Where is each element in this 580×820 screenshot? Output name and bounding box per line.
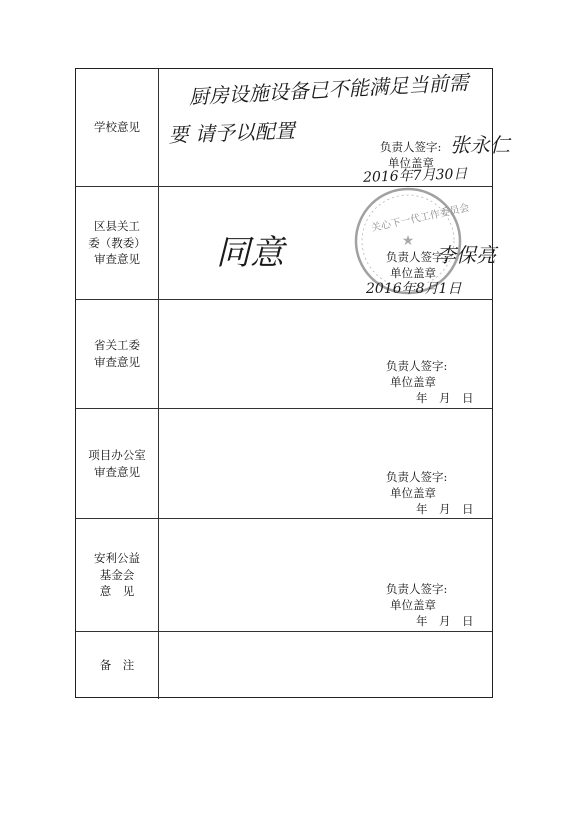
row-school-opinion [76,69,510,187]
seal-label: 单位盖章 [388,156,434,170]
signer-signature: 张永仁 [450,133,510,157]
date-placeholder: 年 月 日 [416,502,474,516]
handwritten-opinion-line1: 厨房设施设备已不能满足当前需 [188,70,470,109]
svg-text:★: ★ [401,233,415,249]
content-provincial-review [158,300,492,408]
signer-label: 负责人签字: [386,582,448,596]
stamp-text: 关心下一代工作委员会 [370,202,471,235]
row-project-office-review [76,409,492,519]
seal-label: 单位盖章 [390,266,436,280]
signer-label: 负责人签字: [386,359,448,373]
content-foundation-opinion [158,519,492,631]
seal-label: 单位盖章 [390,375,436,389]
handwritten-date: 2016年7月30日 [362,166,468,186]
label-project-office-review: 项目办公室 审查意见 [88,447,146,479]
row-label [76,409,159,518]
row-label [76,300,159,408]
row-remarks [76,632,492,699]
handwritten-opinion: 同意 [216,233,284,273]
seal-label: 单位盖章 [390,486,436,500]
content-remarks [158,632,492,699]
signer-signature: 李保亮 [436,243,496,267]
review-form-table [75,68,510,698]
seal-label: 单位盖章 [390,598,436,612]
row-label [76,632,159,699]
signer-label: 负责人签字: [380,140,442,154]
row-label [76,187,159,299]
content-project-office-review [158,409,492,518]
row-district-review [76,187,496,300]
label-school-opinion: 学校意见 [94,120,140,135]
row-foundation-opinion [76,519,492,632]
row-label [76,519,159,631]
row-label [76,69,159,186]
row-provincial-review [76,300,492,409]
handwritten-date: 2016年8月1日 [366,281,462,297]
signer-label: 负责人签字: [386,470,448,484]
handwritten-opinion-line2: 要 请予以配置 [168,118,296,147]
content-district-review [158,187,496,299]
label-remarks: 备 注 [99,658,135,673]
date-placeholder: 年 月 日 [416,391,474,405]
signer-label: 负责人签字: [386,250,448,264]
label-district-review: 区县关工 委（教委） 审查意见 [88,218,146,267]
content-school-opinion [158,69,510,186]
date-placeholder: 年 月 日 [416,614,474,628]
label-foundation-opinion: 安利公益 基金会 意 见 [94,550,140,599]
label-provincial-review: 省关工委 审查意见 [94,338,140,369]
